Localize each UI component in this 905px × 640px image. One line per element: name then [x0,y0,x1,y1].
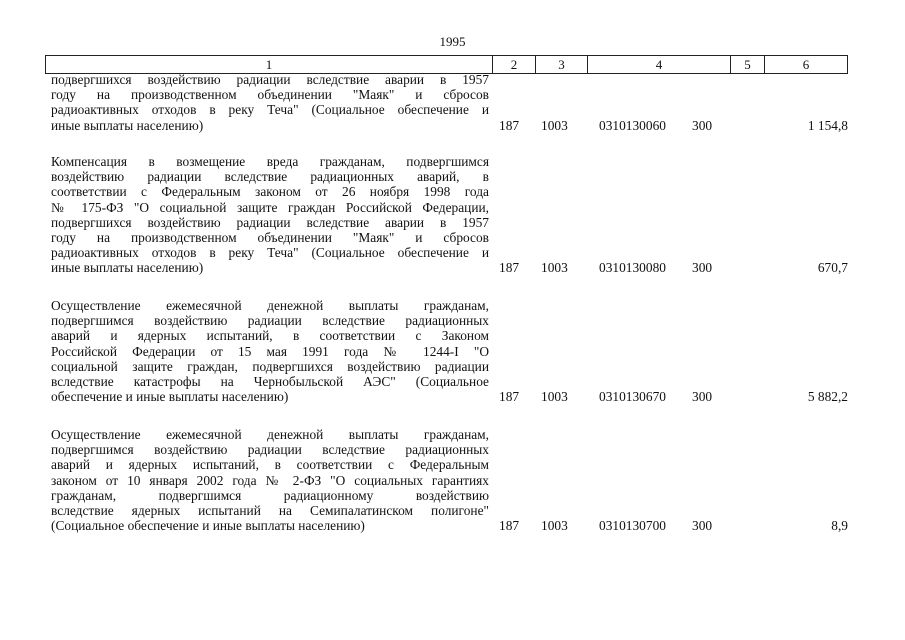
row-line: Осуществление ежемесячной денежной выплаты гражданам, [51,427,489,442]
row-description [51,427,489,533]
table-row [51,154,851,277]
row-line: году на производственном объединении "Маяк" и сбросов [51,87,489,103]
row-line: иные выплаты населению) [51,260,204,276]
row-line: аварий и ядерных испытаний, в соответствии с Законом [51,328,489,344]
row-section-code: 1003 [541,389,568,405]
row-line: обеспечение и иные выплаты населению) [51,389,289,405]
header-col-4: 4 [587,56,730,73]
row-amount: 670,7 [817,260,848,276]
row-section-code: 1003 [541,117,568,133]
row-expense-type: 300 [692,389,713,405]
row-line: подвергшихся воздействию радиации вследствие аварии в 1957 [51,72,489,87]
row-line: соответствии с Федеральным законом от 26 ноября 1998 года [51,184,489,200]
row-line: (Социальное обеспечение и иные выплаты населению) [51,518,365,534]
row-expense-type: 300 [692,260,713,276]
row-line: Компенсация в возмещение вреда гражданам, подвергшимся [51,154,489,169]
table-row [51,72,851,134]
row-description [51,298,489,404]
row-ministry-code: 187 [499,260,520,276]
row-line: гражданам, подвергшимся радиационному воздействию [51,487,489,503]
row-line: радиоактивных отходов в реку Теча" (Социальное обеспечение и [51,102,489,118]
row-line: иные выплаты населению) [51,117,204,133]
row-line: № 175-ФЗ "О социальной защите граждан Российской Федерации, [51,199,489,215]
row-target-article: 0310130700 [599,518,666,534]
row-line: социальной защите граждан, подвергшихся воздействию радиации [51,358,489,374]
row-line: подвергшихся воздействию радиации вследствие аварии в 1957 [51,214,489,230]
row-line: подвергшимся воздействию радиации вследствие радиационных [51,442,489,458]
row-amount: 1 154,8 [807,117,848,133]
header-col-3: 3 [535,56,587,73]
row-line: Российской Федерации от 15 мая 1991 года № 1244-I "О [51,343,489,359]
row-line: году на производственном объединении "Маяк" и сбросов [51,229,489,245]
table-row [51,298,851,406]
header-col-6: 6 [764,56,848,73]
row-description [51,154,489,276]
row-line: воздействию радиации вследствие радиационных аварий, в [51,169,489,185]
row-description [51,72,489,133]
row-amount: 5 882,2 [807,389,848,405]
row-target-article: 0310130080 [599,260,666,276]
row-ministry-code: 187 [499,117,520,133]
row-ministry-code: 187 [499,389,520,405]
row-line: Осуществление ежемесячной денежной выплаты гражданам, [51,298,489,313]
row-target-article: 0310130060 [599,117,666,133]
row-section-code: 1003 [541,518,568,534]
row-line: законом от 10 января 2002 года № 2-ФЗ "О социальных гарантиях [51,472,489,488]
row-expense-type: 300 [692,518,713,534]
row-line: подвергшимся воздействию радиации вследствие радиационных [51,313,489,329]
row-line: вследствие ядерных испытаний на Семипалатинском полигоне" [51,502,489,518]
row-line: вследствие катастрофы на Чернобыльской АЭС" (Социальное [51,373,489,389]
row-ministry-code: 187 [499,518,520,534]
row-target-article: 0310130670 [599,389,666,405]
table-row [51,427,851,535]
row-amount: 8,9 [831,518,848,534]
row-section-code: 1003 [541,260,568,276]
page-number: 1995 [439,34,466,49]
header-col-1: 1 [45,56,492,73]
header-col-5: 5 [730,56,764,73]
row-expense-type: 300 [692,117,713,133]
row-line: аварий и ядерных испытаний, в соответствии с Федеральным [51,457,489,473]
header-col-2: 2 [492,56,535,73]
row-line: радиоактивных отходов в реку Теча" (Социальное обеспечение и [51,245,489,261]
